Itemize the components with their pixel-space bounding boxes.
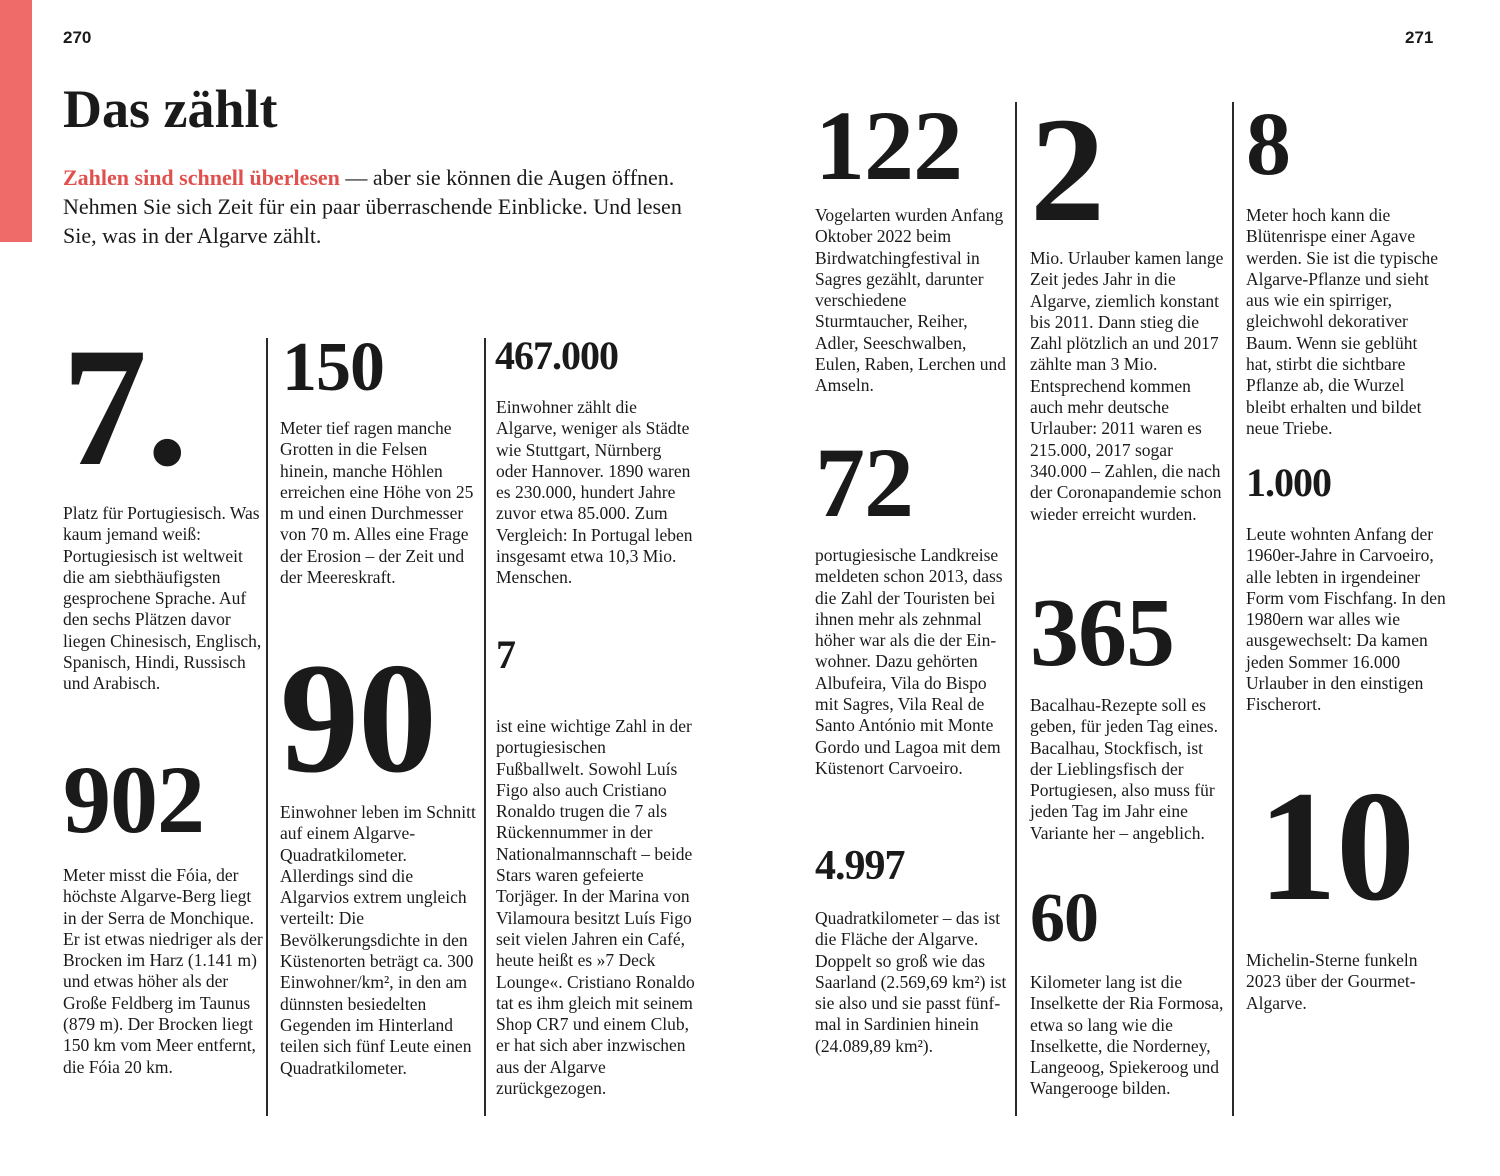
page-number-right: 271 <box>1405 28 1434 47</box>
fact-number: 902 <box>63 746 204 853</box>
column-divider <box>484 338 486 1116</box>
fact-number: 122 <box>815 90 962 201</box>
fact-text: Meter hoch kann die Blütenrispe einer Agave werden. Sie ist die typische Algarve-Pflanze und sieht aus wie ein spirriger, gleichwohl dekorativer Baum. Wenn sie geblüht hat, stirbt die sichtbare Pflanze ab, die Wurzel bleibt erhalten und bildet neue Triebe. <box>1246 205 1438 438</box>
fact-number: 8 <box>1246 95 1290 194</box>
fact-number: 7. <box>62 313 188 501</box>
fact-number: 467.000 <box>495 333 618 378</box>
column-divider <box>1232 102 1234 1116</box>
fact-text: portugiesische Landkreise meldeten schon 2013, dass die Zahl der Touristen bei ihnen mehr als zehnmal höher war als die der Einwohner. Dazu gehörten Albufeira, Vila do Bispo mit Sagres, Vila Real de Santo António mit Monte Gordo und Lagoa mit dem Küstenort Carvoeiro. <box>815 545 1003 778</box>
fact-number: 7 <box>496 632 515 677</box>
column-divider <box>266 338 268 1116</box>
fact-number: 4.997 <box>815 843 905 889</box>
fact-text: Michelin-Sterne funkeln 2023 über der Gourmet-Algarve. <box>1246 950 1418 1013</box>
fact-number: 1.000 <box>1246 460 1331 505</box>
fact-number: 365 <box>1030 579 1174 687</box>
page-number-left: 270 <box>63 28 92 47</box>
fact-text: Kilometer lang ist die Inselkette der Ria Formosa, etwa so lang wie die Inselkette, die Norderney, Langeoog, Spiekeroog und Wangerooge bilden. <box>1030 972 1224 1099</box>
fact-number: 90 <box>280 631 436 806</box>
fact-number: 150 <box>282 329 384 406</box>
fact-text: Leute wohnten Anfang der 1960er-Jahre in Carvoeiro, alle lebten in irgendeiner Form vom Fischfang. In den 1980ern war alles wie ausgewechselt: Da kamen jeden Sommer 16.000 Urlauber in den einstigen Fischerort. <box>1246 524 1446 715</box>
intro-text: — aber sie können die Augen öffnen. Nehmen Sie sich Zeit für ein paar überraschende Einblicke. Und lesen Sie, was in der Algarve zählt. <box>63 165 682 248</box>
fact-text: ist eine wichtige Zahl in der portugiesischen Fußballwelt. Sowohl Luís Figo also auch Cristiano Ronaldo trugen die 7 als Rückennummer in der Nationalmannschaft – beide Stars waren gefeierte Torjäger. In der Marina von Vilamoura besitzt Luís Figo seit vielen Jahren ein Café, heute heißt es »7 Deck Lounge«. Cristiano Ronaldo tat es ihm gleich mit seinem Shop CR7 und einem Club, er hat sich aber inzwischen aus der Algarve zurückgezogen. <box>496 716 695 1099</box>
fact-text: Bacalhau-Rezepte soll es geben, für jeden Tag eines. Bacalhau, Stockfisch, ist der Lieblingsfisch der Portugiesen, also muss für jeden Tag im Jahr eine Variante her – angeblich. <box>1030 695 1218 843</box>
fact-text: Meter tief ragen manche Grotten in die Felsen hinein, manche Höhlen erreichen eine Höhe von 25 m und einen Durchmesser von 70 m. Alles eine Frage der Erosion – der Zeit und der Meereskraft. <box>280 418 474 588</box>
page-title: Das zählt <box>63 79 278 139</box>
fact-text: Einwohner zählt die Algarve, weniger als Städte wie Stuttgart, Nürnberg oder Hannover. 1890 waren es 230.000, hundert Jahre zuvor etwa 85.000. Zum Vergleich: In Portugal leben insgesamt etwa 10,3 Mio. Menschen. <box>496 397 693 588</box>
fact-text: Vogelarten wurden Anfang Oktober 2022 beim Birdwatchingfestival in Sagres gezählt, darunter verschiedene Sturmtaucher, Reiher, Adler, Seeschwalben, Eulen, Raben, Lerchen und Amseln. <box>815 205 1006 396</box>
fact-number: 72 <box>815 427 913 538</box>
fact-number: 60 <box>1030 880 1098 957</box>
intro-highlight: Zahlen sind schnell überlesen <box>63 165 340 190</box>
fact-text: Quadratkilometer – das ist die Fläche der Algarve. Doppelt so groß wie das Saarland (2.569,69 km²) ist sie also und sie passt fünfmal in Sardinien hinein (24.089,89 km²). <box>815 908 1007 1056</box>
column-divider <box>1015 102 1017 1116</box>
intro-paragraph <box>63 163 703 250</box>
accent-bar <box>0 0 32 242</box>
fact-number: 10 <box>1258 759 1414 934</box>
fact-number: 2 <box>1030 87 1104 253</box>
fact-text: Platz für Portugiesisch. Was kaum jemand weiß: Portugiesisch ist weltweit die am siebthäufigsten gesprochene Sprache. Auf den sechs Plätzen davor liegen Chinesisch, Englisch, Spanisch, Hindi, Russisch und Arabisch. <box>63 503 262 694</box>
fact-text: Meter misst die Fóia, der höchste Algarve-Berg liegt in der Serra de Monchique. Er ist etwas niedriger als der Brocken im Harz (1.141 m) und etwas höher als der Große Feldberg im Taunus (879 m). Der Brocken liegt 150 km vom Meer entfernt, die Fóia 20 km. <box>63 865 263 1077</box>
fact-text: Einwohner leben im Schnitt auf einem Algarve-Quadratkilometer. Allerdings sind die Algarvios extrem ungleich verteilt: Die Bevölkerungsdichte in den Küstenorten beträgt ca. 300 Einwohner/km², in den am dünnsten besiedelten Gegenden im Hinterland teilen sich fünf Leute einen Quadratkilometer. <box>280 802 476 1078</box>
fact-text: Mio. Urlauber kamen lange Zeit jedes Jahr in die Algarve, ziemlich konstant bis 2011. Dann stieg die Zahl plötzlich an und 2017 zählte man 3 Mio. Entsprechend kommen auch mehr deutsche Urlauber: 2011 waren es 215.000, 2017 sogar 340.000 – Zahlen, die nach der Coronapandemie schon wieder erreicht wurden. <box>1030 248 1224 524</box>
